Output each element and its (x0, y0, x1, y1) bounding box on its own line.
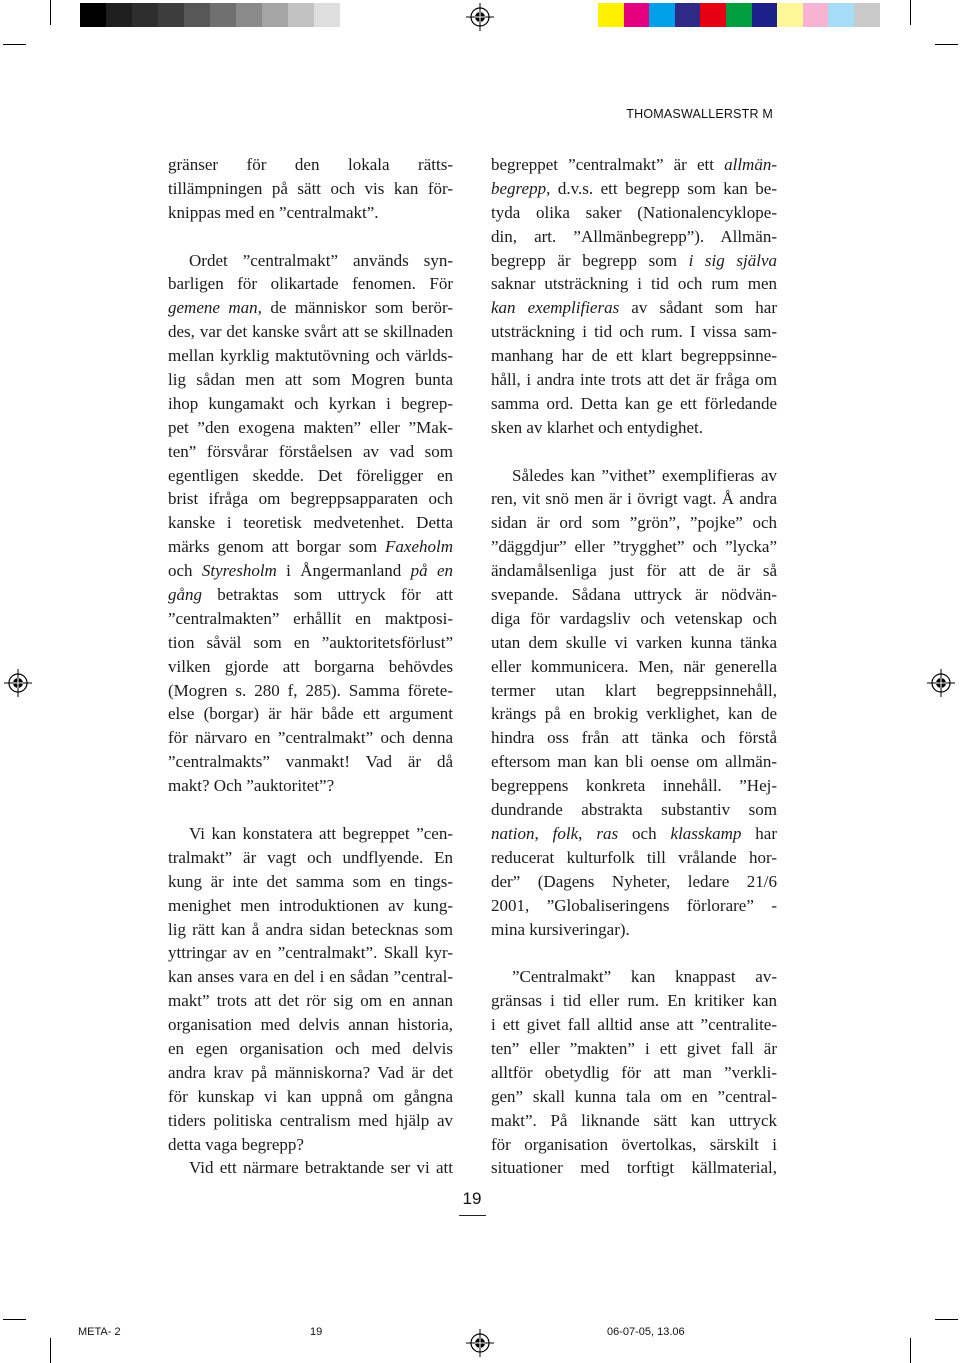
text-line (168, 941, 453, 965)
text-line (491, 1156, 777, 1180)
text-line (168, 631, 453, 655)
paragraph (168, 153, 453, 225)
text-run: , (578, 823, 597, 843)
text-line (491, 870, 777, 894)
text-line (168, 965, 453, 989)
text-run: ”Centralmakt” kan knappast av- (512, 967, 777, 987)
text-run: makt” trots att det rör sig om en annan (168, 991, 453, 1011)
italic-text-run: klasskamp (670, 823, 742, 843)
text-run: samma ord. Detta kan ge ett förledande (491, 393, 777, 413)
color-patch (598, 3, 624, 27)
text-run: barligen för olikartade fenomen. För (168, 274, 453, 294)
text-run: och (168, 561, 202, 581)
text-run: vilken gjorde att borgarna behövdes (168, 656, 453, 676)
text-line (168, 392, 453, 416)
text-run: situationer med torftigt källmaterial, (491, 1158, 777, 1178)
text-run: ”centralmakten” erhållit en maktposi- (168, 608, 453, 628)
color-patch (803, 3, 829, 27)
text-line (168, 320, 453, 344)
text-line (491, 416, 777, 440)
text-line (168, 416, 453, 440)
text-run: för närvaro en ”centralmakt” och denna (168, 728, 453, 748)
text-line (491, 1037, 777, 1061)
text-run: brist ifråga om begreppsapparaten och (168, 489, 453, 509)
text-line (491, 583, 777, 607)
text-run: egentligen skedde. Det föreligger en (168, 465, 453, 485)
text-run: har (741, 823, 778, 843)
paragraph-gap (491, 941, 777, 965)
text-run: andra krav på människorna? Vad är det (168, 1062, 453, 1082)
text-run: kan anses vara en del i en sådan ”central- (168, 967, 453, 987)
text-run: organisation med delvis annan historia, (168, 1015, 453, 1035)
color-patch (854, 3, 880, 27)
color-patch (752, 3, 778, 27)
text-run: tiders politiska centralism med hjälp av (168, 1110, 453, 1130)
text-run: eftersom man kan bli oense om allmän- (491, 752, 777, 772)
text-line (491, 272, 777, 296)
text-line (168, 750, 453, 774)
text-line (491, 511, 777, 535)
italic-text-run: gemene man (168, 298, 258, 318)
italic-text-run: kan exemplifieras (491, 298, 620, 318)
text-line (168, 1013, 453, 1037)
text-line (491, 153, 777, 177)
text-run: tralmakt” är vagt och undflyende. En (168, 847, 453, 867)
text-line (168, 774, 453, 798)
text-run: håll, i andra inte trots att det är fråga om (491, 370, 777, 390)
text-line (491, 464, 777, 488)
text-run: saknar utsträckning i tid och rum men (491, 274, 777, 294)
text-run: utsträckning i tid och rum. I vissa sam- (491, 322, 777, 342)
gray-patch (262, 3, 288, 27)
color-patch (624, 3, 650, 27)
text-line (491, 989, 777, 1013)
text-line (168, 846, 453, 870)
slug-timestamp: 06-07-05, 13.06 (607, 1326, 685, 1338)
text-run: för organisation övertolkas, särskilt i (491, 1134, 777, 1154)
text-run: begreppens konkreta innehåll. ”Hej- (491, 776, 777, 796)
text-run: kanske i teoretisk medvetenhet. Detta (168, 513, 453, 533)
text-run: gen” skall kunna tala om en ”central- (491, 1086, 777, 1106)
text-line (168, 559, 453, 583)
text-line (491, 368, 777, 392)
italic-text-run: på en (410, 561, 454, 581)
text-run: av sådant som har (619, 298, 777, 318)
text-run: detta vaga begrepp? (168, 1134, 304, 1154)
text-line (168, 989, 453, 1013)
color-patch (828, 3, 854, 27)
crop-mark-top-left-horizontal (3, 44, 26, 45)
text-run: din, art. ”Allmänbegrepp”). Allmän- (491, 226, 777, 246)
text-line (491, 344, 777, 368)
text-line (168, 1037, 453, 1061)
text-run: ändamålsenliga just för att de är så (491, 561, 777, 581)
text-line (168, 344, 453, 368)
text-run: tyda olika saker (Nationalencyklope- (491, 202, 777, 222)
text-line (168, 655, 453, 679)
text-run: svepande. Sådana uttryck är nödvän- (491, 585, 777, 605)
text-line (168, 894, 453, 918)
text-line (491, 965, 777, 989)
gray-patch (288, 3, 314, 27)
slug-page-number: 19 (310, 1326, 323, 1338)
italic-text-run: Faxeholm (385, 537, 453, 557)
text-run: sken av klarhet och entydighet. (491, 417, 703, 437)
text-line (491, 894, 777, 918)
text-line (168, 1085, 453, 1109)
paragraph-gap (168, 225, 453, 249)
text-run: makt? Och ”auktoritet”? (168, 776, 335, 796)
color-patch (649, 3, 675, 27)
text-run: dundrande abstrakta substantiv som (491, 800, 777, 820)
text-run: gränser för den lokala rätts- (168, 155, 453, 174)
text-line (168, 272, 453, 296)
text-run: tillämpningen på sätt och vis kan för- (168, 178, 453, 198)
text-line (491, 822, 777, 846)
text-line (491, 201, 777, 225)
text-run: Vid ett närmare betraktande ser vi att (189, 1158, 453, 1178)
gray-patch (132, 3, 158, 27)
text-run: märks genom att borgar som (168, 537, 386, 557)
italic-text-run: Styresholm (201, 561, 277, 581)
text-line (168, 464, 453, 488)
italic-text-run: nation (491, 823, 535, 843)
text-run: och (618, 823, 671, 843)
text-line (168, 918, 453, 942)
text-line (491, 1013, 777, 1037)
text-run: , (534, 823, 553, 843)
text-run: 2001, ”Globaliseringens förlorare” - (491, 895, 777, 915)
text-run: betraktas som uttryck för att (202, 585, 453, 605)
text-run: ihop kungamakt och kyrkan i begrep- (168, 393, 453, 413)
text-line (168, 726, 453, 750)
text-line (168, 607, 453, 631)
paragraph (168, 249, 453, 798)
text-line (168, 679, 453, 703)
text-run: begrepp är begrepp som (491, 250, 689, 270)
text-run: sidan är ord som ”grön”, ”pojke” och (491, 513, 777, 533)
text-line (491, 846, 777, 870)
text-line (168, 870, 453, 894)
text-line (168, 583, 453, 607)
gray-patch (236, 3, 262, 27)
text-line (491, 559, 777, 583)
text-run: lig sådan men att som Mogren bunta (168, 370, 453, 390)
text-run: diga för vardagsliv och vetenskap och (491, 608, 777, 628)
text-run: ”däggdjur” eller ”trygghet” och ”lycka” (491, 537, 777, 557)
text-run: utan dem skulle vi varken kunna tänka (491, 632, 777, 652)
color-patch (726, 3, 752, 27)
registration-mark-icon (3, 668, 33, 698)
text-run: makt”. På liknande sätt kan uttryck (491, 1110, 777, 1130)
text-line (491, 607, 777, 631)
text-line (168, 1109, 453, 1133)
text-line (168, 296, 453, 320)
crop-mark-top-right-horizontal (935, 44, 958, 45)
text-run: manhang har de ett klart begreppsinne- (491, 346, 777, 366)
crop-mark-bottom-left-vertical (50, 1338, 51, 1363)
text-line (491, 798, 777, 822)
text-run: reducerat kulturfolk till vrålande hor- (491, 847, 777, 867)
slug-job-name: META- 2 (78, 1326, 121, 1338)
italic-text-run: i sig själva (688, 250, 777, 270)
text-run: tion såväl som en ”auktoritetsförlust” (168, 632, 453, 652)
text-line (491, 225, 777, 249)
text-line (491, 249, 777, 273)
gray-patch (158, 3, 184, 27)
text-line (491, 296, 777, 320)
text-line (168, 177, 453, 201)
gray-patch (184, 3, 210, 27)
text-run: der” (Dagens Nyheter, ledare 21/6 (491, 871, 777, 891)
text-run: termer utan klart begreppsinnehåll, (491, 680, 777, 700)
text-line (168, 249, 453, 273)
text-run: mina kursiveringar). (491, 919, 630, 939)
text-line (491, 1133, 777, 1157)
text-line (491, 392, 777, 416)
text-run: ten” försvårar förståelsen av vad som (168, 441, 453, 461)
text-run: ren, vit snö men är i övrigt vagt. Å andra (491, 489, 777, 509)
text-run: i Ångermanland (276, 561, 411, 581)
text-line (168, 440, 453, 464)
text-run: menighet men introduktionen av kung- (168, 895, 453, 915)
text-run: des, var det kanske svårt att se skillnaden (168, 322, 453, 342)
italic-text-run: folk (552, 823, 579, 843)
running-head: THOMASWALLERSTR M (626, 107, 773, 121)
gray-patch (106, 3, 132, 27)
paragraph (168, 822, 453, 1156)
text-run: gränsas i tid eller rum. En kritiker kan (491, 991, 777, 1011)
italic-text-run: gång (168, 585, 202, 605)
gray-patch (80, 3, 106, 27)
text-run: begreppet ”centralmakt” är ett (491, 155, 725, 174)
paragraph-gap (491, 440, 777, 464)
text-run: ”centralmakts” vanmakt! Vad är då (168, 752, 453, 772)
page-number-rule (459, 1215, 486, 1216)
text-run: i ett givet fall alltid anse att ”centralite- (491, 1015, 777, 1035)
italic-text-run: allmän- (724, 155, 777, 174)
text-run: krängs på en brokig verklighet, kan de (491, 704, 777, 724)
text-line (491, 679, 777, 703)
right-text-column (491, 153, 777, 1180)
registration-mark-icon (926, 668, 956, 698)
paragraph (491, 464, 777, 942)
text-run: alltför obetydlig för att man ”verkli- (491, 1062, 777, 1082)
text-run: hindra oss från att tänka och förstå (491, 728, 777, 748)
text-run: yttringar av en ”centralmakt”. Skall kyr- (168, 943, 453, 963)
text-line (491, 774, 777, 798)
grayscale-control-strip (80, 3, 340, 27)
text-run: (Mogren s. 280 f, 285). Samma förete- (168, 680, 453, 700)
crop-mark-bottom-left-horizontal (3, 1319, 26, 1320)
text-run: pet ”den exogena makten” eller ”Mak- (168, 417, 453, 437)
text-line (168, 822, 453, 846)
text-line (168, 1061, 453, 1085)
text-line (491, 1109, 777, 1133)
text-line (491, 1085, 777, 1109)
text-line (168, 201, 453, 225)
gray-patch (210, 3, 236, 27)
text-line (491, 320, 777, 344)
text-run: else (borgar) är här både ett argument (168, 704, 453, 724)
text-line (491, 918, 777, 942)
paragraph (168, 1156, 453, 1180)
color-patch (777, 3, 803, 27)
text-run: mellan kyrklig maktutövning och världs- (168, 346, 453, 366)
text-run: Således kan ”vithet” exemplifieras av (512, 465, 777, 485)
color-control-strip (598, 3, 880, 27)
italic-text-run: begrepp (491, 178, 547, 198)
text-line (168, 511, 453, 535)
text-run: , de människor som berör- (257, 298, 453, 318)
text-line (491, 535, 777, 559)
color-patch (700, 3, 726, 27)
italic-text-run: ras (596, 823, 619, 843)
text-line (491, 702, 777, 726)
text-line (168, 702, 453, 726)
paragraph-gap (168, 798, 453, 822)
crop-mark-top-right-vertical (910, 0, 911, 25)
text-line (491, 177, 777, 201)
text-run: Ordet ”centralmakt” används syn- (189, 250, 453, 270)
color-patch (675, 3, 701, 27)
crop-mark-bottom-right-vertical (910, 1338, 911, 1363)
left-text-column (168, 153, 453, 1180)
text-line (168, 535, 453, 559)
text-line (491, 655, 777, 679)
text-line (491, 726, 777, 750)
paragraph (491, 153, 777, 440)
registration-mark-icon (465, 1328, 495, 1358)
gray-patch (314, 3, 340, 27)
crop-mark-top-left-vertical (50, 0, 51, 25)
text-run: , d.v.s. ett begrepp som kan be- (546, 178, 777, 198)
text-line (168, 1156, 453, 1180)
crop-mark-bottom-right-horizontal (935, 1319, 958, 1320)
registration-mark-icon (465, 2, 495, 32)
text-line (168, 487, 453, 511)
text-run: lig rätt kan å andra sidan betecknas som (168, 919, 453, 939)
text-line (168, 1133, 453, 1157)
text-line (168, 153, 453, 177)
text-line (491, 750, 777, 774)
text-line (491, 1061, 777, 1085)
text-run: Vi kan konstatera att begreppet ”cen- (189, 823, 453, 843)
text-run: ten” eller ”makten” i ett givet fall är (491, 1038, 777, 1058)
page-number: 19 (462, 1189, 482, 1208)
text-run: för kunskap vi kan uppnå om gångna (168, 1086, 453, 1106)
text-run: en egen organisation och med delvis (168, 1038, 453, 1058)
text-run: eller kommunicera. Men, när generella (491, 656, 777, 676)
text-line (168, 368, 453, 392)
text-line (491, 487, 777, 511)
paragraph (491, 965, 777, 1180)
text-line (491, 631, 777, 655)
text-run: knippas med en ”centralmakt”. (168, 202, 379, 222)
text-run: kung är inte det samma som en tings- (168, 871, 453, 891)
